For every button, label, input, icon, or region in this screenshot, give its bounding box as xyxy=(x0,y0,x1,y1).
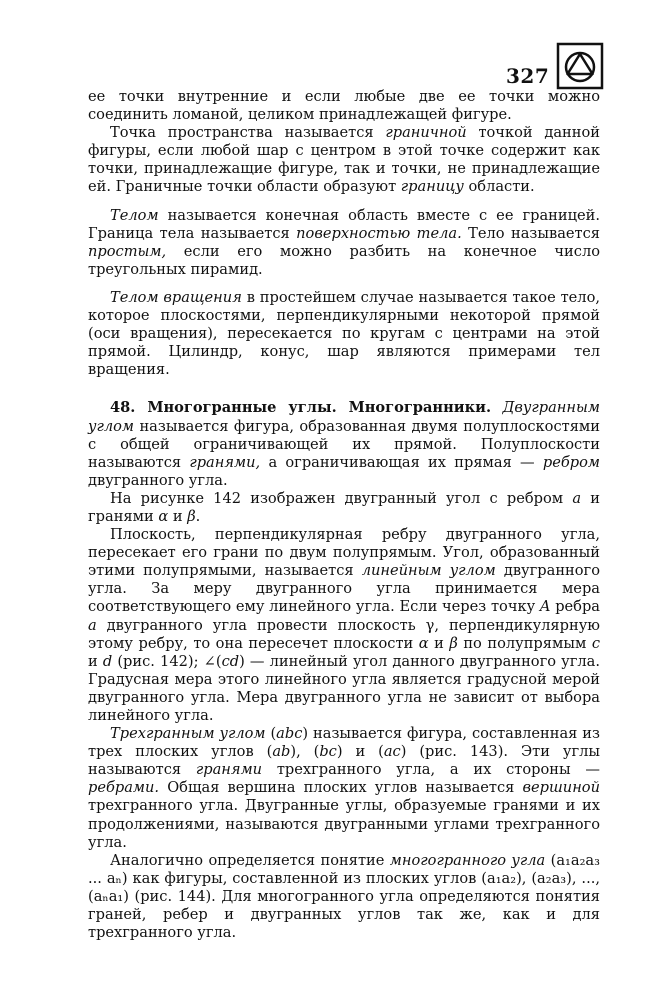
paragraph-trihedral-angle: Трехгранным углом (abc) называется фигура, составленная из трех плоских углов (ab), (bc) и (ac) (рис. 143). Эти углы называются гранями трехгранного угла, а их стороны — ребрами. Общая вершина плоских углов называется вершиной трехгранного угла. Двугранные углы, образуемые гранями и их продолжениями, называются двугранными углами трехгранного угла. xyxy=(88,725,601,851)
paragraph-intro: ее точки внутренние и если любые две ее точки можно соединить ломаной, целиком принадлежащей фигуре. xyxy=(88,88,600,124)
paragraph-boundary-point: Точка пространства называется граничной точкой данной фигуры, если любой шар с центром в этой точке содержит как точки, принадлежащие фигуре, так и точки, не принадлежащие ей. Граничные точки области образуют границу области. xyxy=(88,124,601,196)
triangle-in-circle-in-square-icon xyxy=(556,42,604,90)
section-48-heading-paragraph: 48. Многогранные углы. Многогранники. Двугранным углом называется фигура, образованная двумя полуплоскостями с общей ограничивающей их прямой. Полуплоскости называются гранями, а ограничивающая их прямая — ребром двугранного угла. xyxy=(88,399,601,489)
section-heading: 48. Многогранные углы. Многогранники. xyxy=(110,399,492,417)
page-number: 327 xyxy=(506,64,550,88)
page-body xyxy=(88,88,600,942)
paragraph-body-definition: Телом называется конечная область вместе с ее границей. Граница тела называется поверхностью тела. Тело называется простым, если его можно разбить на конечное число треугольных пирамид. xyxy=(88,206,601,278)
paragraph-linear-angle: Плоскость, перпендикулярная ребру двугранного угла, пересекает его грани по двум полупрямым. Угол, образованный этими полупрямыми, называется линейным углом двугранного угла. За меру двугранного угла принимается мера соответствующего ему линейного угла. Если через точку A ребра a двугранного угла провести плоскость γ, перпендикулярную этому ребру, то она пересечет плоскости α и β по полупрямым c и d (рис. 142); ∠(cd) — линейный угол данного двугранного угла. Градусная мера этого линейного угла является градусной мерой двугранного угла. Мера двугранного угла не зависит от выбора линейного угла. xyxy=(88,526,600,724)
paragraph-polyhedral-angle: Аналогично определяется понятие многогранного угла (a₁a₂a₃ ... aₙ) как фигуры, составленной из плоских углов (a₁a₂), (a₂a₃), ..., (aₙa₁) (рис. 144). Для многогранного угла определяются понятия граней, ребер и двугранных углов так же, как и для трехгранного угла. xyxy=(88,851,600,942)
paragraph-body-of-revolution: Телом вращения в простейшем случае называется такое тело, которое плоскостями, перпендикулярными некоторой прямой (оси вращения), пересекается по кругам с центрами на этой прямой. Цилиндр, конус, шар являются примерами тел вращения. xyxy=(88,288,600,379)
paragraph-figure-142: На рисунке 142 изображен двугранный угол с ребром a и гранями α и β. xyxy=(88,489,600,525)
